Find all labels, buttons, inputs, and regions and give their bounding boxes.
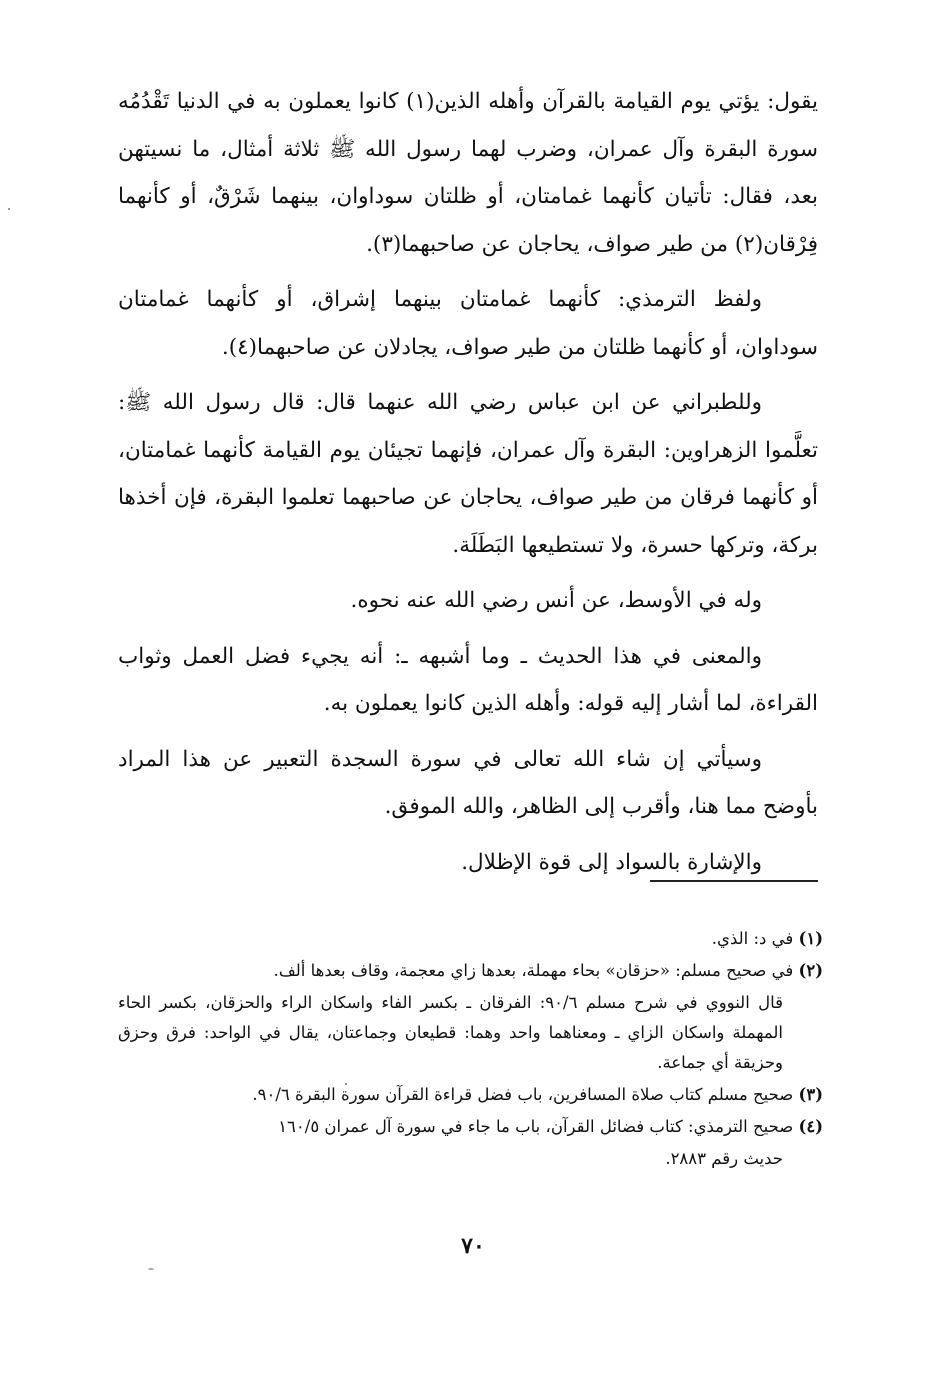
footnote-text: صحيح الترمذي: كتاب فضائل القرآن، باب ما جاء في سورة آل عمران ١٦٠/٥ xyxy=(278,1117,794,1136)
scan-speck xyxy=(148,1268,154,1270)
footnote-4-continuation: حديث رقم ٢٨٨٣. xyxy=(665,1149,783,1168)
scan-speck xyxy=(345,1083,347,1085)
footnote-4 xyxy=(118,1112,823,1142)
footnotes xyxy=(118,924,823,1176)
paragraph-7: والإشارة بالسواد إلى قوة الإظلال. xyxy=(461,849,762,875)
footnote-2-continuation: قال النووي في شرح مسلم ٩٠/٦: الفرقان ـ بكسر الفاء واسكان الراء والحزقان، بكسر الحاء المهملة واسكان الزاي ـ ومعناهما واحد وهما: قطيعان وجماعتان، يقال في الواحد: فرق وحزق وحزيقة أي جماعة. xyxy=(118,993,783,1072)
footnote-number: (٢) xyxy=(798,961,823,980)
main-text xyxy=(118,78,818,894)
footnote-number: (٣) xyxy=(798,1085,823,1104)
paragraph-2: ولفظ الترمذي: كأنهما غمامتان بينهما إشراق، أو كأنهما غمامتان سوداوان، أو كأنهما ظلتان من طير صواف، يجادلان عن صاحبهما(٤). xyxy=(118,287,818,360)
footnote-separator xyxy=(650,880,818,882)
footnote-number: (١) xyxy=(798,929,823,948)
footnote-text: في د: الذي. xyxy=(711,929,794,948)
footnote-2 xyxy=(118,956,823,986)
paragraph-4: وله في الأوسط، عن أنس رضي الله عنه نحوه. xyxy=(350,588,762,613)
footnote-number: (٤) xyxy=(798,1117,823,1136)
paragraph-1: يقول: يؤتي يوم القيامة بالقرآن وأهله الذين(١) كانوا يعملون به في الدنيا تَقْدُمُه سورة البقرة وآل عمران، وضرب لهما رسول الله ﷺ ثلاثة أمثال، ما نسيتهن بعد، فقال: تأتيان كأنهما غمامتان، أو ظلتان سوداوان، بينهما شَرْقٌ، أو كأنهما فِرْقان(٢) من طير صواف، يحاجان عن صاحبهما(٣). xyxy=(118,89,818,257)
paragraph-5: والمعنى في هذا الحديث ـ وما أشبهه ـ: أنه يجيء فضل العمل وثواب القراءة، لما أشار إليه قوله: وأهله الذين كانوا يعملون به. xyxy=(118,643,818,716)
footnote-3 xyxy=(118,1080,823,1110)
paragraph-3: وللطبراني عن ابن عباس رضي الله عنهما قال: قال رسول الله ﷺ: تعلَّموا الزهراوين: البقرة وآل عمران، فإنهما تجيئان يوم القيامة كأنهما غمامتان، أو كأنهما فرقان من طير صواف، يحاجان عن صاحبهما تعلموا البقرة، فإن أخذها بركة، وتركها حسرة، ولا تستطيعها البَطَلَة. xyxy=(118,390,818,558)
footnote-text: صحيح مسلم كتاب صلاة المسافرين، باب فضل قراءة القرآن سورة البقرة ٩٠/٦. xyxy=(252,1085,794,1104)
paragraph-6: وسيأتي إن شاء الله تعالى في سورة السجدة التعبير عن هذا المراد بأوضح مما هنا، وأقرب إلى الظاهر، والله الموفق. xyxy=(118,746,818,819)
scan-speck xyxy=(8,208,10,210)
footnote-1 xyxy=(118,924,823,954)
page-number: ٧٠ xyxy=(461,1233,485,1259)
footnote-text: في صحيح مسلم: «حزقان» بحاء مهملة، بعدها زاي معجمة، وقاف بعدها ألف. xyxy=(273,961,794,980)
